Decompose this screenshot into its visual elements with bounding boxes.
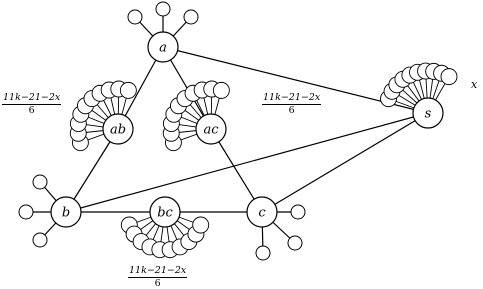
leaf-a-3: [184, 10, 198, 24]
node-label-bc: bc: [157, 205, 173, 221]
node-label-ac: ac: [203, 122, 219, 138]
leaf-c-3: [256, 246, 270, 260]
fan-label-ab: [2, 93, 61, 115]
leaf-a-1: [128, 10, 142, 24]
nodes: [51, 32, 443, 227]
fan-leaf-ac-10: [213, 82, 229, 98]
fan-label-s-text: x: [471, 78, 478, 91]
fan-label-s: [471, 79, 477, 90]
fan-label-ac-numerator: 11k−21−2x: [263, 92, 321, 103]
node-label-a: a: [159, 40, 167, 56]
leaf-b-1: [33, 175, 47, 189]
leaf-b-2: [19, 205, 33, 219]
fan-label-bc-denominator: 6: [154, 277, 161, 289]
node-label-c: c: [258, 205, 266, 221]
fan-label-ac: [262, 93, 321, 115]
fan-label-bc: [128, 266, 187, 288]
edge-c-s: [262, 113, 428, 212]
node-label-ab: ab: [109, 122, 127, 138]
leaf-c-1: [291, 205, 305, 219]
fan-label-ab-numerator: 11k−21−2x: [3, 92, 61, 103]
fan-leaf-s-10: [441, 69, 457, 85]
fan-leaf-ab-10: [120, 82, 136, 98]
fan-label-ab-denominator: 6: [28, 104, 35, 116]
fan-label-ac-denominator: 6: [288, 104, 295, 116]
node-label-s: s: [424, 106, 432, 122]
fan-leaf-bc-10: [193, 217, 209, 233]
leaf-b-3: [33, 233, 47, 247]
node-label-b: b: [61, 205, 71, 221]
leaf-a-2: [156, 2, 170, 16]
fan-label-bc-numerator: 11k−21−2x: [129, 265, 187, 276]
leaf-c-2: [288, 236, 302, 250]
